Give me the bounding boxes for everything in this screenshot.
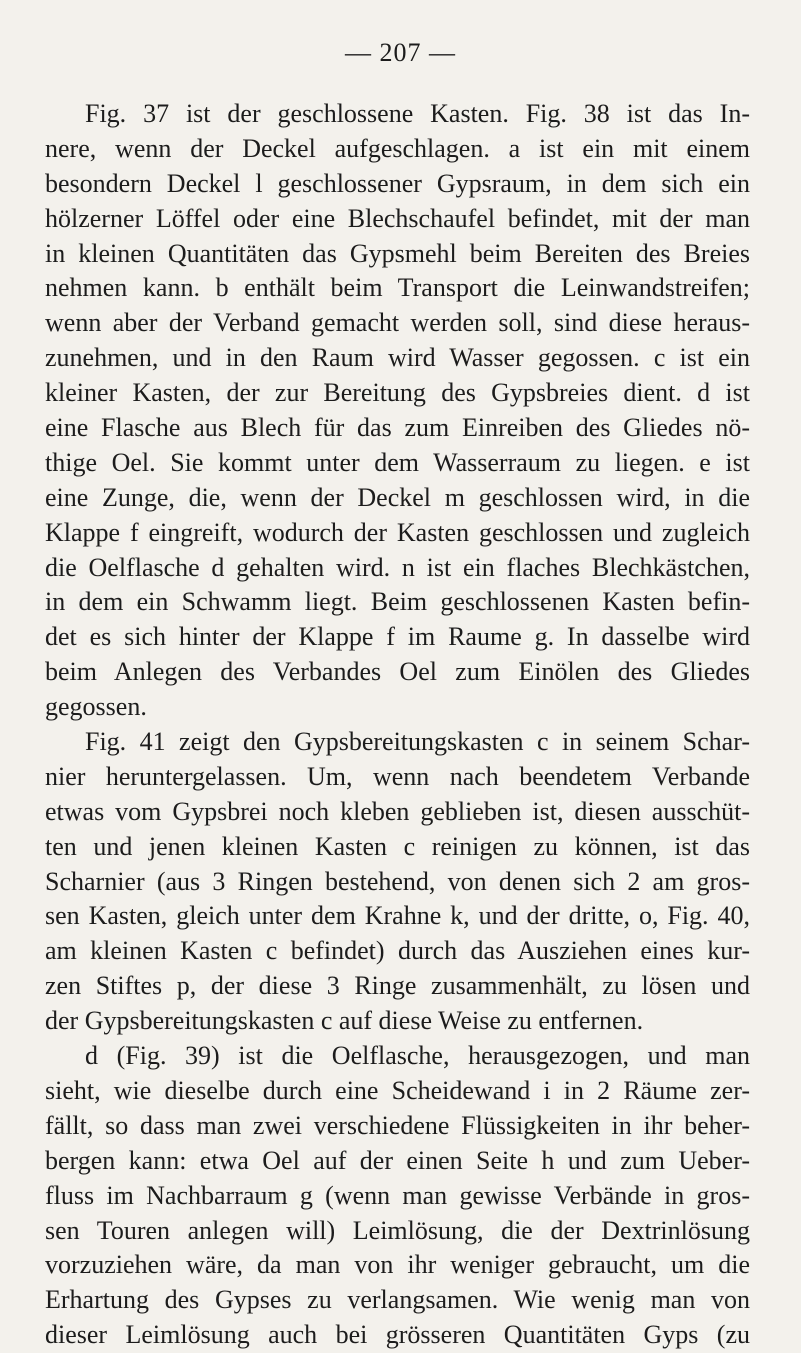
text-line: Erhartung des Gypses zu verlangsamen. Wie wenig man von (45, 1285, 750, 1315)
text-line: sen Touren anlegen will) Leimlösung, die der Dextrinlösung (45, 1215, 750, 1245)
text-line: thige Oel. Sie kommt unter dem Wasserraum zu liegen. e ist (45, 447, 750, 477)
text-line: nier heruntergelassen. Um, wenn nach beendetem Verbande (45, 761, 750, 791)
text-line: nehmen kann. b enthält beim Transport die Leinwandstreifen; (45, 273, 750, 303)
text-line: sieht, wie dieselbe durch eine Scheidewand i in 2 Räume zer- (45, 1075, 750, 1105)
text-line: in dem ein Schwamm liegt. Beim geschlossenen Kasten befin- (45, 587, 750, 617)
text-line: det es sich hinter der Klappe f im Raume g. In dasselbe wird (45, 622, 750, 652)
text-line: Scharnier (aus 3 Ringen bestehend, von denen sich 2 am gros- (45, 866, 750, 896)
text-line: besondern Deckel l geschlossener Gypsraum, in dem sich ein (45, 168, 750, 198)
text-line: Fig. 41 zeigt den Gypsbereitungskasten c in seinem Schar- (85, 727, 750, 757)
text-line: fluss im Nachbarraum g (wenn man gewisse Verbände in gros- (45, 1180, 750, 1210)
text-line: zen Stiftes p, der diese 3 Ringe zusammenhält, zu lösen und (45, 971, 750, 1001)
text-line: bergen kann: etwa Oel auf der einen Seite h und zum Ueber- (45, 1145, 750, 1175)
text-line: der Gypsbereitungskasten c auf diese Weise zu entfernen. (45, 1006, 644, 1036)
text-line: ten und jenen kleinen Kasten c reinigen zu können, ist das (45, 831, 750, 861)
text-line: etwas vom Gypsbrei noch kleben geblieben ist, diesen ausschüt- (45, 796, 750, 826)
text-line: Fig. 37 ist der geschlossene Kasten. Fig. 38 ist das In- (85, 99, 750, 128)
page-number: — 207 — (345, 38, 456, 67)
text-line: beim Anlegen des Verbandes Oel zum Einölen des Gliedes (45, 657, 750, 687)
text-line: nere, wenn der Deckel aufgeschlagen. a ist ein mit einem (45, 133, 750, 163)
text-line: kleiner Kasten, der zur Bereitung des Gypsbreies dient. d ist (45, 378, 750, 408)
body-text (45, 97, 750, 1353)
text-line: in kleinen Quantitäten das Gypsmehl beim Bereiten des Breies (45, 238, 750, 268)
text-line: hölzerner Löffel oder eine Blechschaufel befindet, mit der man (45, 203, 750, 233)
text-line: wenn aber der Verband gemacht werden soll, sind diese heraus- (45, 308, 750, 338)
text-line: am kleinen Kasten c befindet) durch das Ausziehen eines kur- (45, 936, 750, 966)
text-line: eine Flasche aus Blech für das zum Einreiben des Gliedes nö- (45, 413, 750, 443)
text-line: Klappe f eingreift, wodurch der Kasten geschlossen und zugleich (45, 517, 750, 547)
text-line: sen Kasten, gleich unter dem Krahne k, und der dritte, o, Fig. 40, (45, 901, 750, 931)
text-line: dieser Leimlösung auch bei grösseren Quantitäten Gyps (zu (45, 1320, 750, 1350)
text-line: zunehmen, und in den Raum wird Wasser gegossen. c ist ein (45, 343, 750, 373)
text-line: eine Zunge, die, wenn der Deckel m geschlossen wird, in die (45, 482, 750, 512)
text-line: die Oelflasche d gehalten wird. n ist ein flaches Blechkästchen, (45, 552, 750, 582)
text-line: d (Fig. 39) ist die Oelflasche, herausgezogen, und man (85, 1041, 750, 1071)
text-line: vorzuziehen wäre, da man von ihr weniger gebraucht, um die (45, 1250, 750, 1280)
text-line: gegossen. (45, 692, 147, 722)
text-line: fällt, so dass man zwei verschiedene Flüssigkeiten in ihr beher- (45, 1110, 750, 1140)
